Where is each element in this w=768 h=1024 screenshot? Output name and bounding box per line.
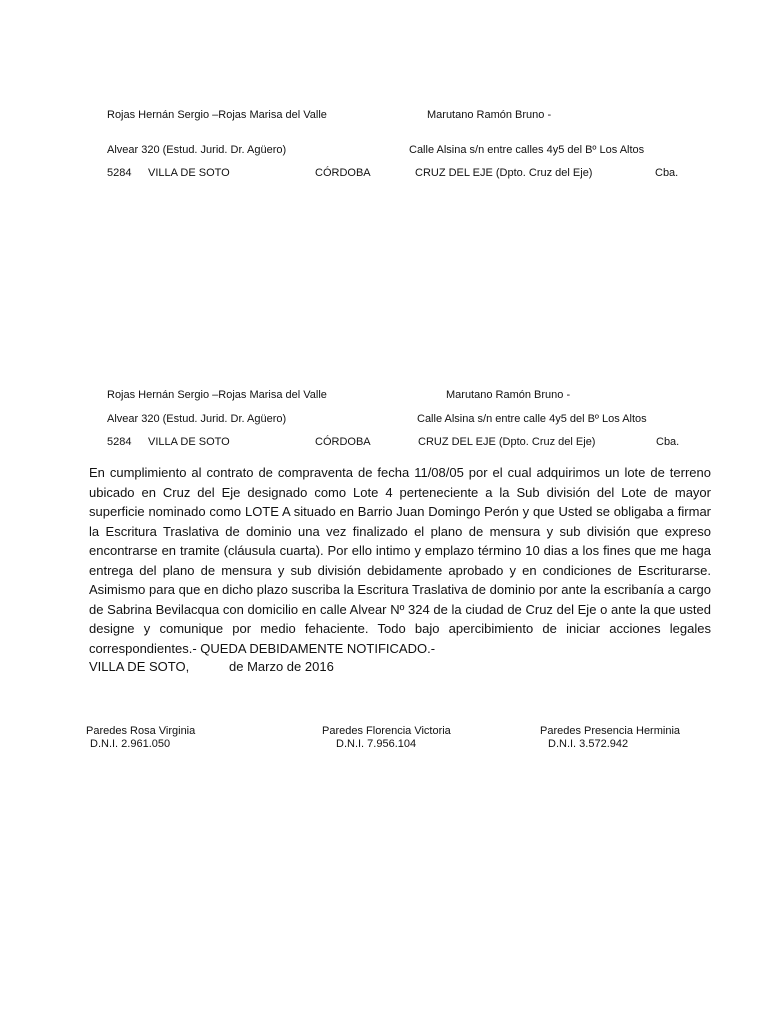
- signatory-dni: D.N.I. 3.572.942: [548, 738, 629, 750]
- recipient-address: Calle Alsina s/n entre calles 4y5 del Bº Los Altos: [409, 144, 645, 156]
- notice-paragraph: En cumplimiento al contrato de compraventa de fecha 11/08/05 por el cual adquirimos un lote de terreno ubicado en Cruz del Eje designado como Lote 4 perteneciente a la Sub división del Lote de mayor superficie nominado como LOTE A situado en Barrio Juan Domingo Perón y que Usted se obligaba a firmar la Escritura Traslativa de dominio una vez finalizado el plano de mensura y sub división que expreso encontrarse en tramite (cláusula cuarta). Por ello intimo y emplazo término 10 dias a los fines que me haga entrega del plano de mensura y sub división debidamente aprobado y en condiciones de Escriturarse. Asimismo para que en dicho plazo suscriba la Escritura Traslativa de dominio por ante la escribanía a cargo de Sabrina Bevilacqua con domicilio en calle Alvear Nº 324 de la ciudad de Cruz del Eje o ante la que usted designe y comunique por medio fehaciente. Todo bajo apercibimiento de iniciar acciones legales correspondientes.- QUEDA DEBIDAMENTE NOTIFICADO.-: [89, 465, 711, 656]
- recipient-city: CRUZ DEL EJE (Dpto. Cruz del Eje): [418, 436, 596, 448]
- signatory-name: Paredes Florencia Victoria: [322, 725, 451, 737]
- sender-address: Alvear 320 (Estud. Jurid. Dr. Agüero): [107, 144, 287, 156]
- sender-city: VILLA DE SOTO: [148, 167, 230, 179]
- sender-names: Rojas Hernán Sergio –Rojas Marisa del Valle: [107, 389, 327, 401]
- recipient-name: Marutano Ramón Bruno -: [427, 109, 552, 121]
- sender-postcode: 5284: [107, 167, 132, 179]
- sender-names: Rojas Hernán Sergio –Rojas Marisa del Valle: [107, 109, 327, 121]
- sender-province: CÓRDOBA: [315, 167, 371, 179]
- recipient-province: Cba.: [656, 436, 680, 448]
- signatory-dni: D.N.I. 2.961.050: [90, 738, 171, 750]
- signatory-name: Paredes Rosa Virginia: [86, 725, 196, 737]
- recipient-address: Calle Alsina s/n entre calle 4y5 del Bº Los Altos: [417, 413, 647, 425]
- sender-province: CÓRDOBA: [315, 436, 371, 448]
- sender-postcode: 5284: [107, 436, 132, 448]
- notice-body: [89, 463, 711, 658]
- sender-address: Alvear 320 (Estud. Jurid. Dr. Agüero): [107, 413, 287, 425]
- signatory-dni: D.N.I. 7.956.104: [336, 738, 417, 750]
- notice-date: de Marzo de 2016: [229, 659, 334, 674]
- recipient-province: Cba.: [655, 167, 679, 179]
- recipient-name: Marutano Ramón Bruno -: [446, 389, 571, 401]
- signatory-name: Paredes Presencia Herminia: [540, 725, 681, 737]
- notice-place: VILLA DE SOTO,: [89, 659, 190, 674]
- sender-city: VILLA DE SOTO: [148, 436, 230, 448]
- recipient-city: CRUZ DEL EJE (Dpto. Cruz del Eje): [415, 167, 593, 179]
